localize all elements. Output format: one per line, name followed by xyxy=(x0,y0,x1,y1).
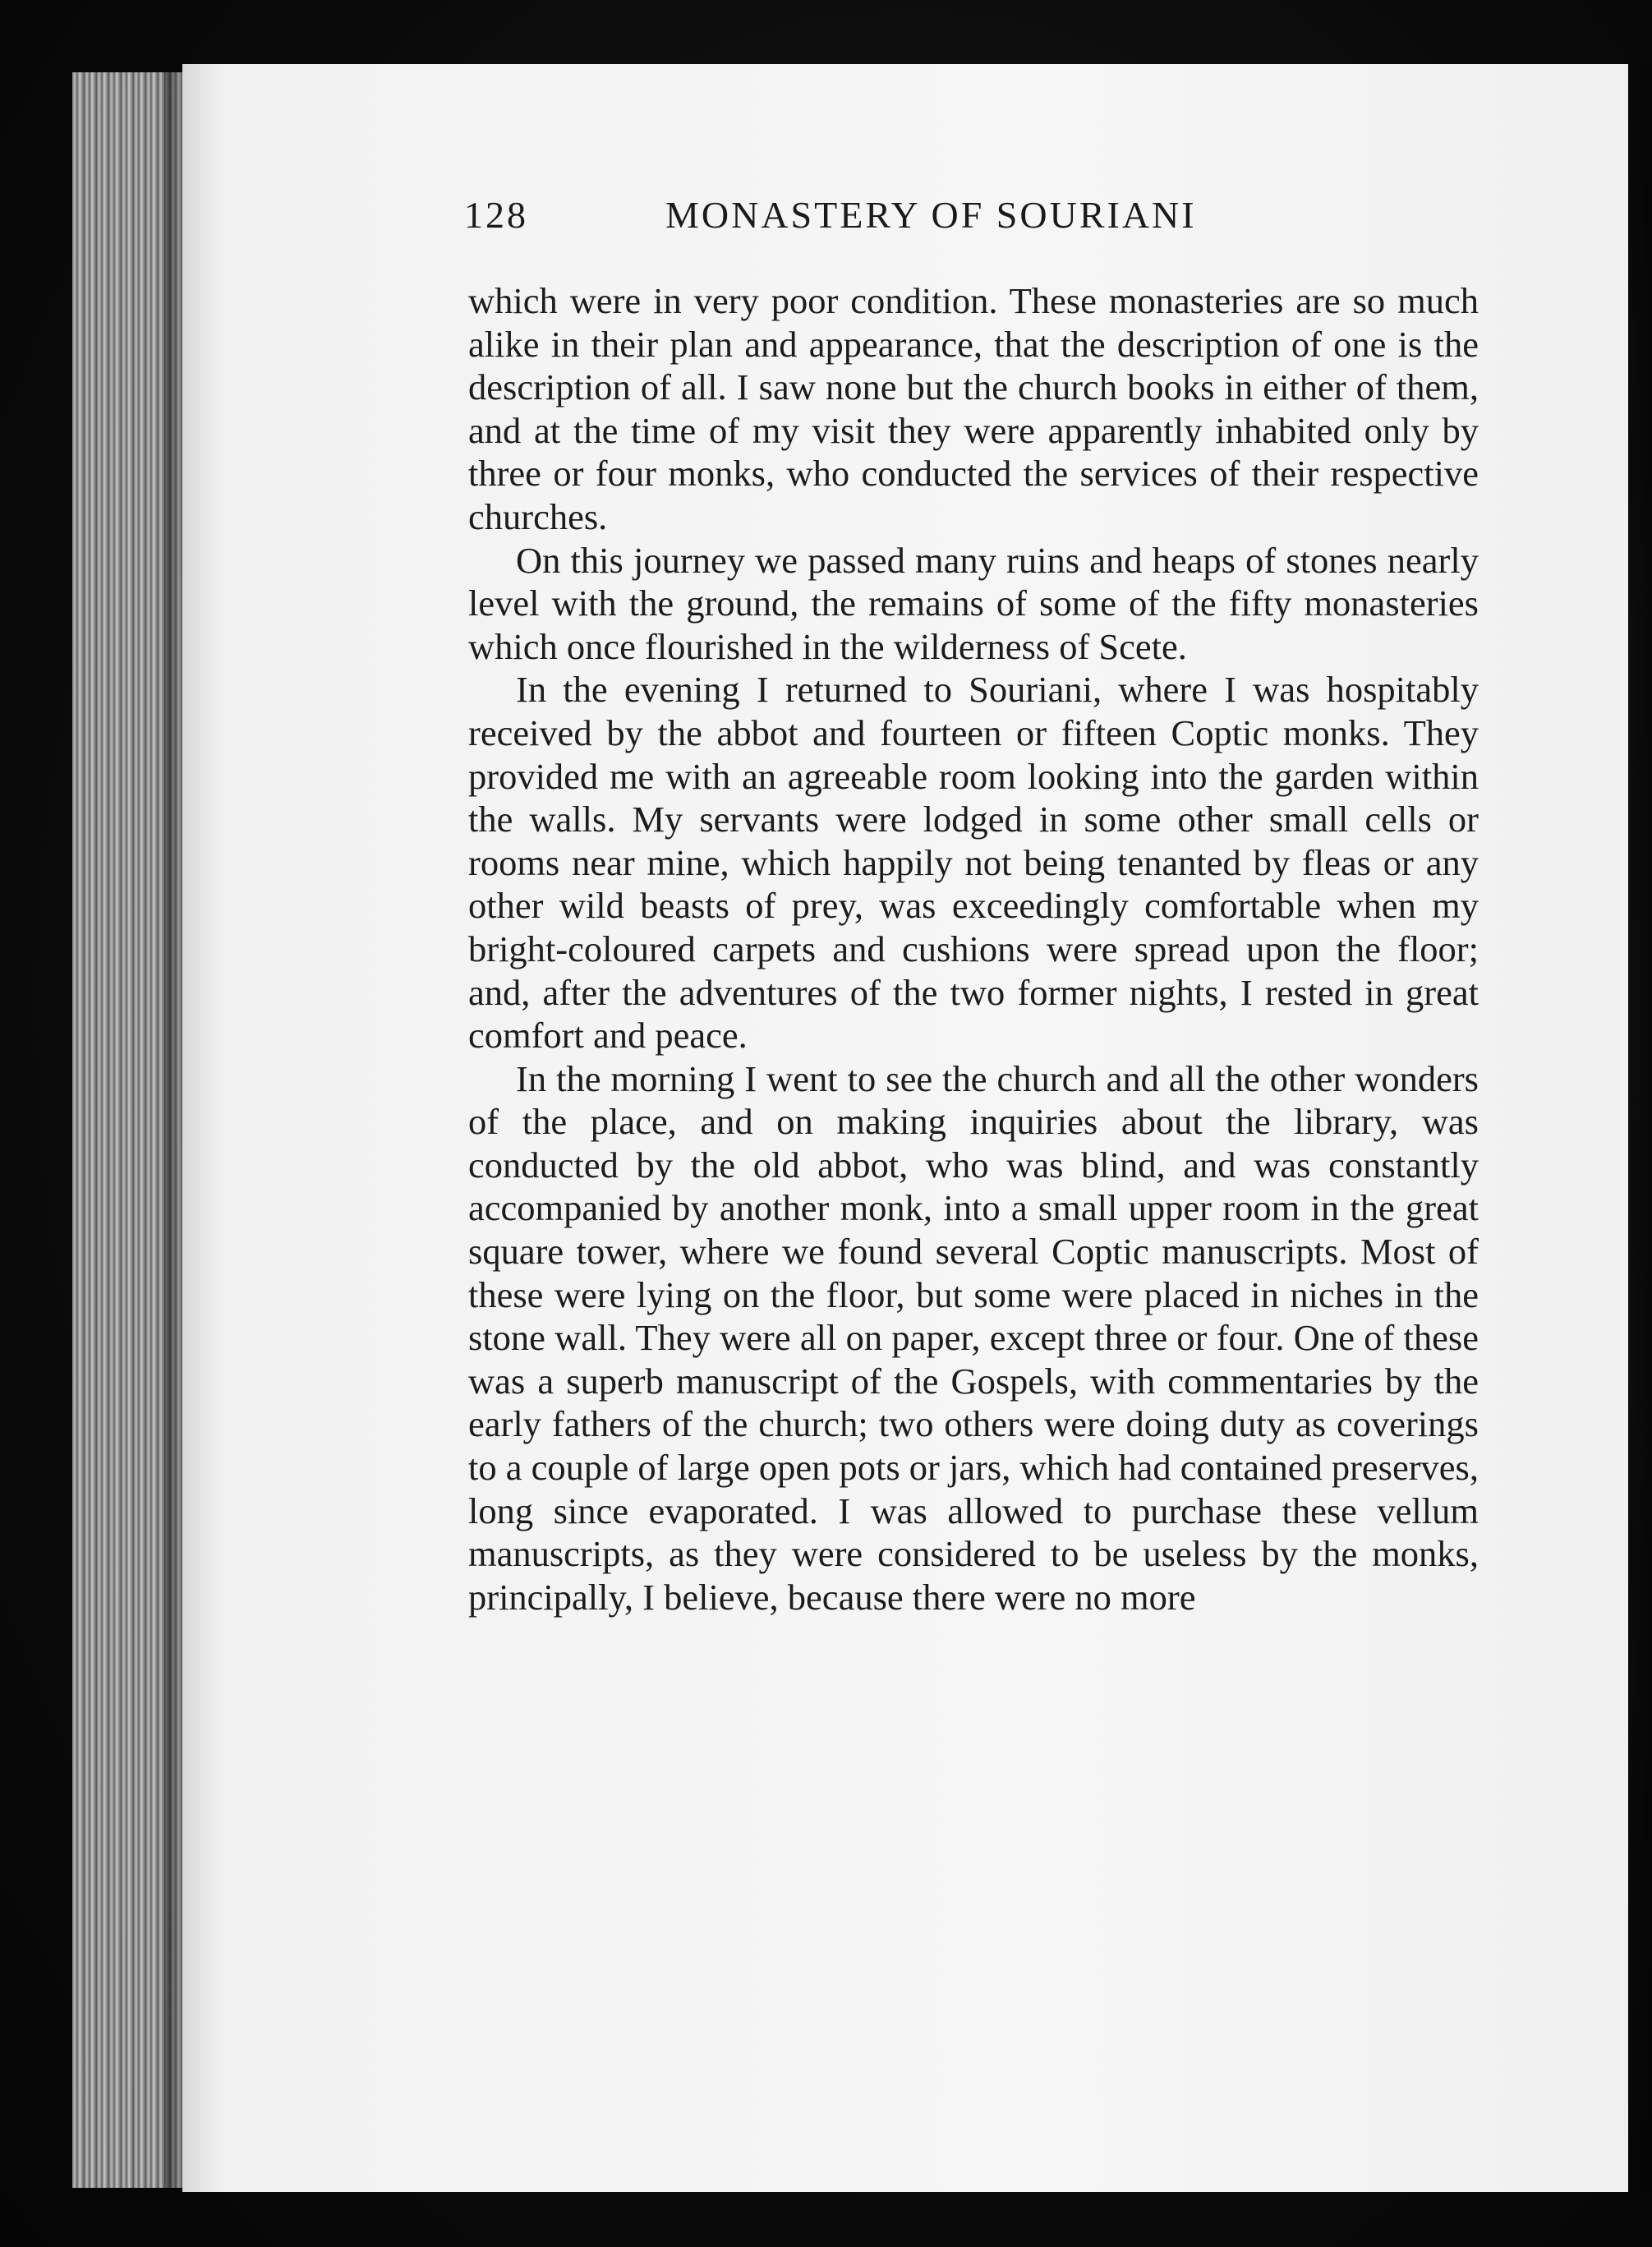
page-right-shadow xyxy=(1627,64,1652,2192)
paragraph-2: On this journey we passed many ruins and heaps of stones nearly level with the ground, the remains of some of the fifty monasteries which once flourished in the wilderness of Scete. xyxy=(468,539,1479,667)
body-text xyxy=(468,279,1479,1618)
page-number: 128 xyxy=(464,194,528,236)
paragraph-1: which were in very poor condition. These monasteries are so much alike in their plan and appearance, that the description of one is the description of all. I saw none but the church books in either of them, and at the time of my visit they were apparently inhabited only by three or four monks, who conducted the services of their respective churches. xyxy=(468,280,1479,537)
page-header xyxy=(464,193,1318,251)
running-title: MONASTERY OF SOURIANI xyxy=(665,194,1197,236)
paragraph-4: In the morning I went to see the church and all the other wonders of the place, and on making inquiries about the library, was conducted by the old abbot, who was blind, and was constantly accompanied by another monk, into a small upper room in the great square tower, where we found several Coptic manuscripts. Most of these were lying on the floor, but some were placed in niches in the stone wall. They were all on paper, except three or four. One of these was a superb manuscript of the Gospels, with commentaries by the early fathers of the church; two others were doing duty as coverings to a couple of large open pots or jars, which had contained preserves, long since evaporated. I was allowed to purchase these vellum manuscripts, as they were considered to be useless by the monks, principally, I believe, because there were no more xyxy=(468,1057,1479,1618)
paragraph-3: In the evening I returned to Souriani, where I was hospitably received by the abbot and fourteen or fifteen Coptic monks. They provided me with an agreeable room looking into the garden within the walls. My servants were lodged in some other small cells or rooms near mine, which happily not being tenanted by fleas or any other wild beasts of prey, was exceedingly comfortable when my bright-coloured carpets and cushions were spread upon the floor; and, after the adventures of the two former nights, I rested in great comfort and peace. xyxy=(468,669,1479,1057)
